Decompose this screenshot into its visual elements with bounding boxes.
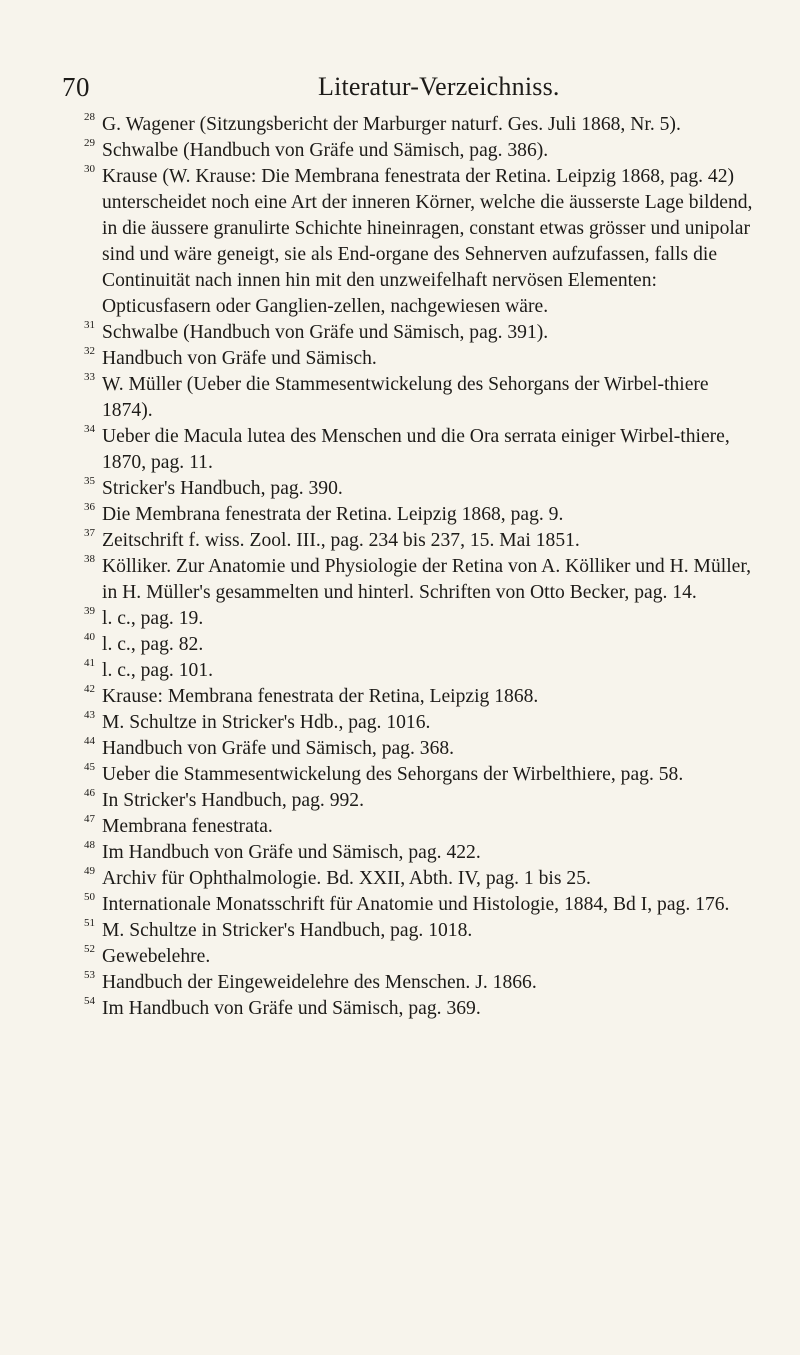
footnote-text: l. c., pag. 82. xyxy=(102,634,204,655)
footnote-entry xyxy=(84,606,764,632)
footnote-number: 28 xyxy=(84,111,95,123)
footnote-text: Im Handbuch von Gräfe und Sämisch, pag. 369. xyxy=(102,998,481,1019)
footnote-text: G. Wagener (Sitzungsbericht der Marburger naturf. Ges. Juli 1868, Nr. 5). xyxy=(102,114,681,135)
footnote-number: 40 xyxy=(84,631,95,643)
footnote-text: In Stricker's Handbuch, pag. 992. xyxy=(102,790,364,811)
footnote-number: 32 xyxy=(84,345,95,357)
footnote-entry xyxy=(84,138,764,164)
footnote-number: 51 xyxy=(84,917,95,929)
footnote-text: Internationale Monatsschrift für Anatomie und Histologie, 1884, Bd I, pag. 176. xyxy=(102,894,730,915)
footnote-entry xyxy=(84,788,764,814)
footnote-number: 52 xyxy=(84,943,95,955)
footnote-text: Schwalbe (Handbuch von Gräfe und Sämisch, pag. 391). xyxy=(102,322,549,343)
footnote-number: 36 xyxy=(84,501,95,513)
footnote-entry xyxy=(84,372,764,424)
footnote-number: 47 xyxy=(84,813,95,825)
footnote-text: Stricker's Handbuch, pag. 390. xyxy=(102,478,343,499)
footnote-text: M. Schultze in Stricker's Handbuch, pag. 1018. xyxy=(102,920,473,941)
footnote-number: 35 xyxy=(84,475,95,487)
footnote-entry xyxy=(84,684,764,710)
footnote-text: Im Handbuch von Gräfe und Sämisch, pag. 422. xyxy=(102,842,481,863)
footnote-entry xyxy=(84,632,764,658)
footnote-number: 43 xyxy=(84,709,95,721)
footnote-entry xyxy=(84,164,764,320)
footnote-text: Kölliker. Zur Anatomie und Physiologie der Retina von A. Kölliker und H. Müller, in H. Müller's gesammelten und hinterl. Schriften von Otto Becker, pag. 14. xyxy=(102,556,751,603)
footnote-entry xyxy=(84,320,764,346)
footnote-text: W. Müller (Ueber die Stammesentwickelung des Sehorgans der Wirbel-thiere 1874). xyxy=(102,374,709,421)
footnote-text: Handbuch von Gräfe und Sämisch. xyxy=(102,348,377,369)
footnote-number: 39 xyxy=(84,605,95,617)
footnote-text: Schwalbe (Handbuch von Gräfe und Sämisch, pag. 386). xyxy=(102,140,549,161)
footnote-entry xyxy=(84,554,764,606)
footnote-number: 49 xyxy=(84,865,95,877)
footnote-list xyxy=(84,112,764,1022)
footnote-text: Ueber die Stammesentwickelung des Sehorgans der Wirbelthiere, pag. 58. xyxy=(102,764,684,785)
footnote-number: 42 xyxy=(84,683,95,695)
footnote-number: 37 xyxy=(84,527,95,539)
footnote-number: 50 xyxy=(84,891,95,903)
footnote-entry xyxy=(84,814,764,840)
footnote-number: 48 xyxy=(84,839,95,851)
footnote-entry xyxy=(84,528,764,554)
footnote-text: M. Schultze in Stricker's Hdb., pag. 1016. xyxy=(102,712,431,733)
footnote-entry xyxy=(84,918,764,944)
footnote-entry xyxy=(84,840,764,866)
footnote-number: 44 xyxy=(84,735,95,747)
footnote-text: Handbuch von Gräfe und Sämisch, pag. 368. xyxy=(102,738,455,759)
footnote-entry xyxy=(84,892,764,918)
footnote-text: Archiv für Ophthalmologie. Bd. XXII, Abth. IV, pag. 1 bis 25. xyxy=(102,868,591,889)
footnote-text: Zeitschrift f. wiss. Zool. III., pag. 234 bis 237, 15. Mai 1851. xyxy=(102,530,580,551)
footnote-text: Membrana fenestrata. xyxy=(102,816,273,837)
footnote-number: 33 xyxy=(84,371,95,383)
footnote-text: Krause: Membrana fenestrata der Retina, Leipzig 1868. xyxy=(102,686,539,707)
footnote-text: Gewebelehre. xyxy=(102,946,211,967)
footnote-entry xyxy=(84,996,764,1022)
footnote-text: Die Membrana fenestrata der Retina. Leipzig 1868, pag. 9. xyxy=(102,504,564,525)
footnote-number: 30 xyxy=(84,163,95,175)
footnote-text: Handbuch der Eingeweidelehre des Menschen. J. 1866. xyxy=(102,972,537,993)
footnote-text: l. c., pag. 19. xyxy=(102,608,204,629)
footnote-number: 53 xyxy=(84,969,95,981)
footnote-entry xyxy=(84,736,764,762)
footnote-entry xyxy=(84,710,764,736)
footnote-text: l. c., pag. 101. xyxy=(102,660,214,681)
footnote-entry xyxy=(84,346,764,372)
running-title: Literatur-Verzeichniss. xyxy=(318,72,560,101)
footnote-entry xyxy=(84,502,764,528)
footnote-number: 34 xyxy=(84,423,95,435)
footnote-number: 54 xyxy=(84,995,95,1007)
footnote-entry xyxy=(84,658,764,684)
footnote-number: 46 xyxy=(84,787,95,799)
footnote-entry xyxy=(84,970,764,996)
footnote-entry xyxy=(84,762,764,788)
footnote-entry xyxy=(84,944,764,970)
page-number: 70 xyxy=(62,72,90,102)
footnote-number: 29 xyxy=(84,137,95,149)
footnote-number: 41 xyxy=(84,657,95,669)
footnote-entry xyxy=(84,866,764,892)
footnote-text: Krause (W. Krause: Die Membrana fenestrata der Retina. Leipzig 1868, pag. 42) unterscheidet noch eine Art der inneren Körner, welche die äusserste Lage bildend, in die äussere granulirte Schichte hineinragen, constant etwas grösser und unipolar sind und wäre geneigt, sie als End-organe des Sehnerven aufzufassen, falls die Continuität nach innen hin mit den unzweifelhaft nervösen Elementen: Opticusfasern oder Ganglien-zellen, nachgewiesen wäre. xyxy=(102,166,753,317)
footnote-number: 38 xyxy=(84,553,95,565)
footnote-text: Ueber die Macula lutea des Menschen und die Ora serrata einiger Wirbel-thiere, 1870, pag. 11. xyxy=(102,426,730,473)
footnote-number: 31 xyxy=(84,319,95,331)
footnote-entry xyxy=(84,112,764,138)
footnote-number: 45 xyxy=(84,761,95,773)
footnote-entry xyxy=(84,424,764,476)
footnote-entry xyxy=(84,476,764,502)
